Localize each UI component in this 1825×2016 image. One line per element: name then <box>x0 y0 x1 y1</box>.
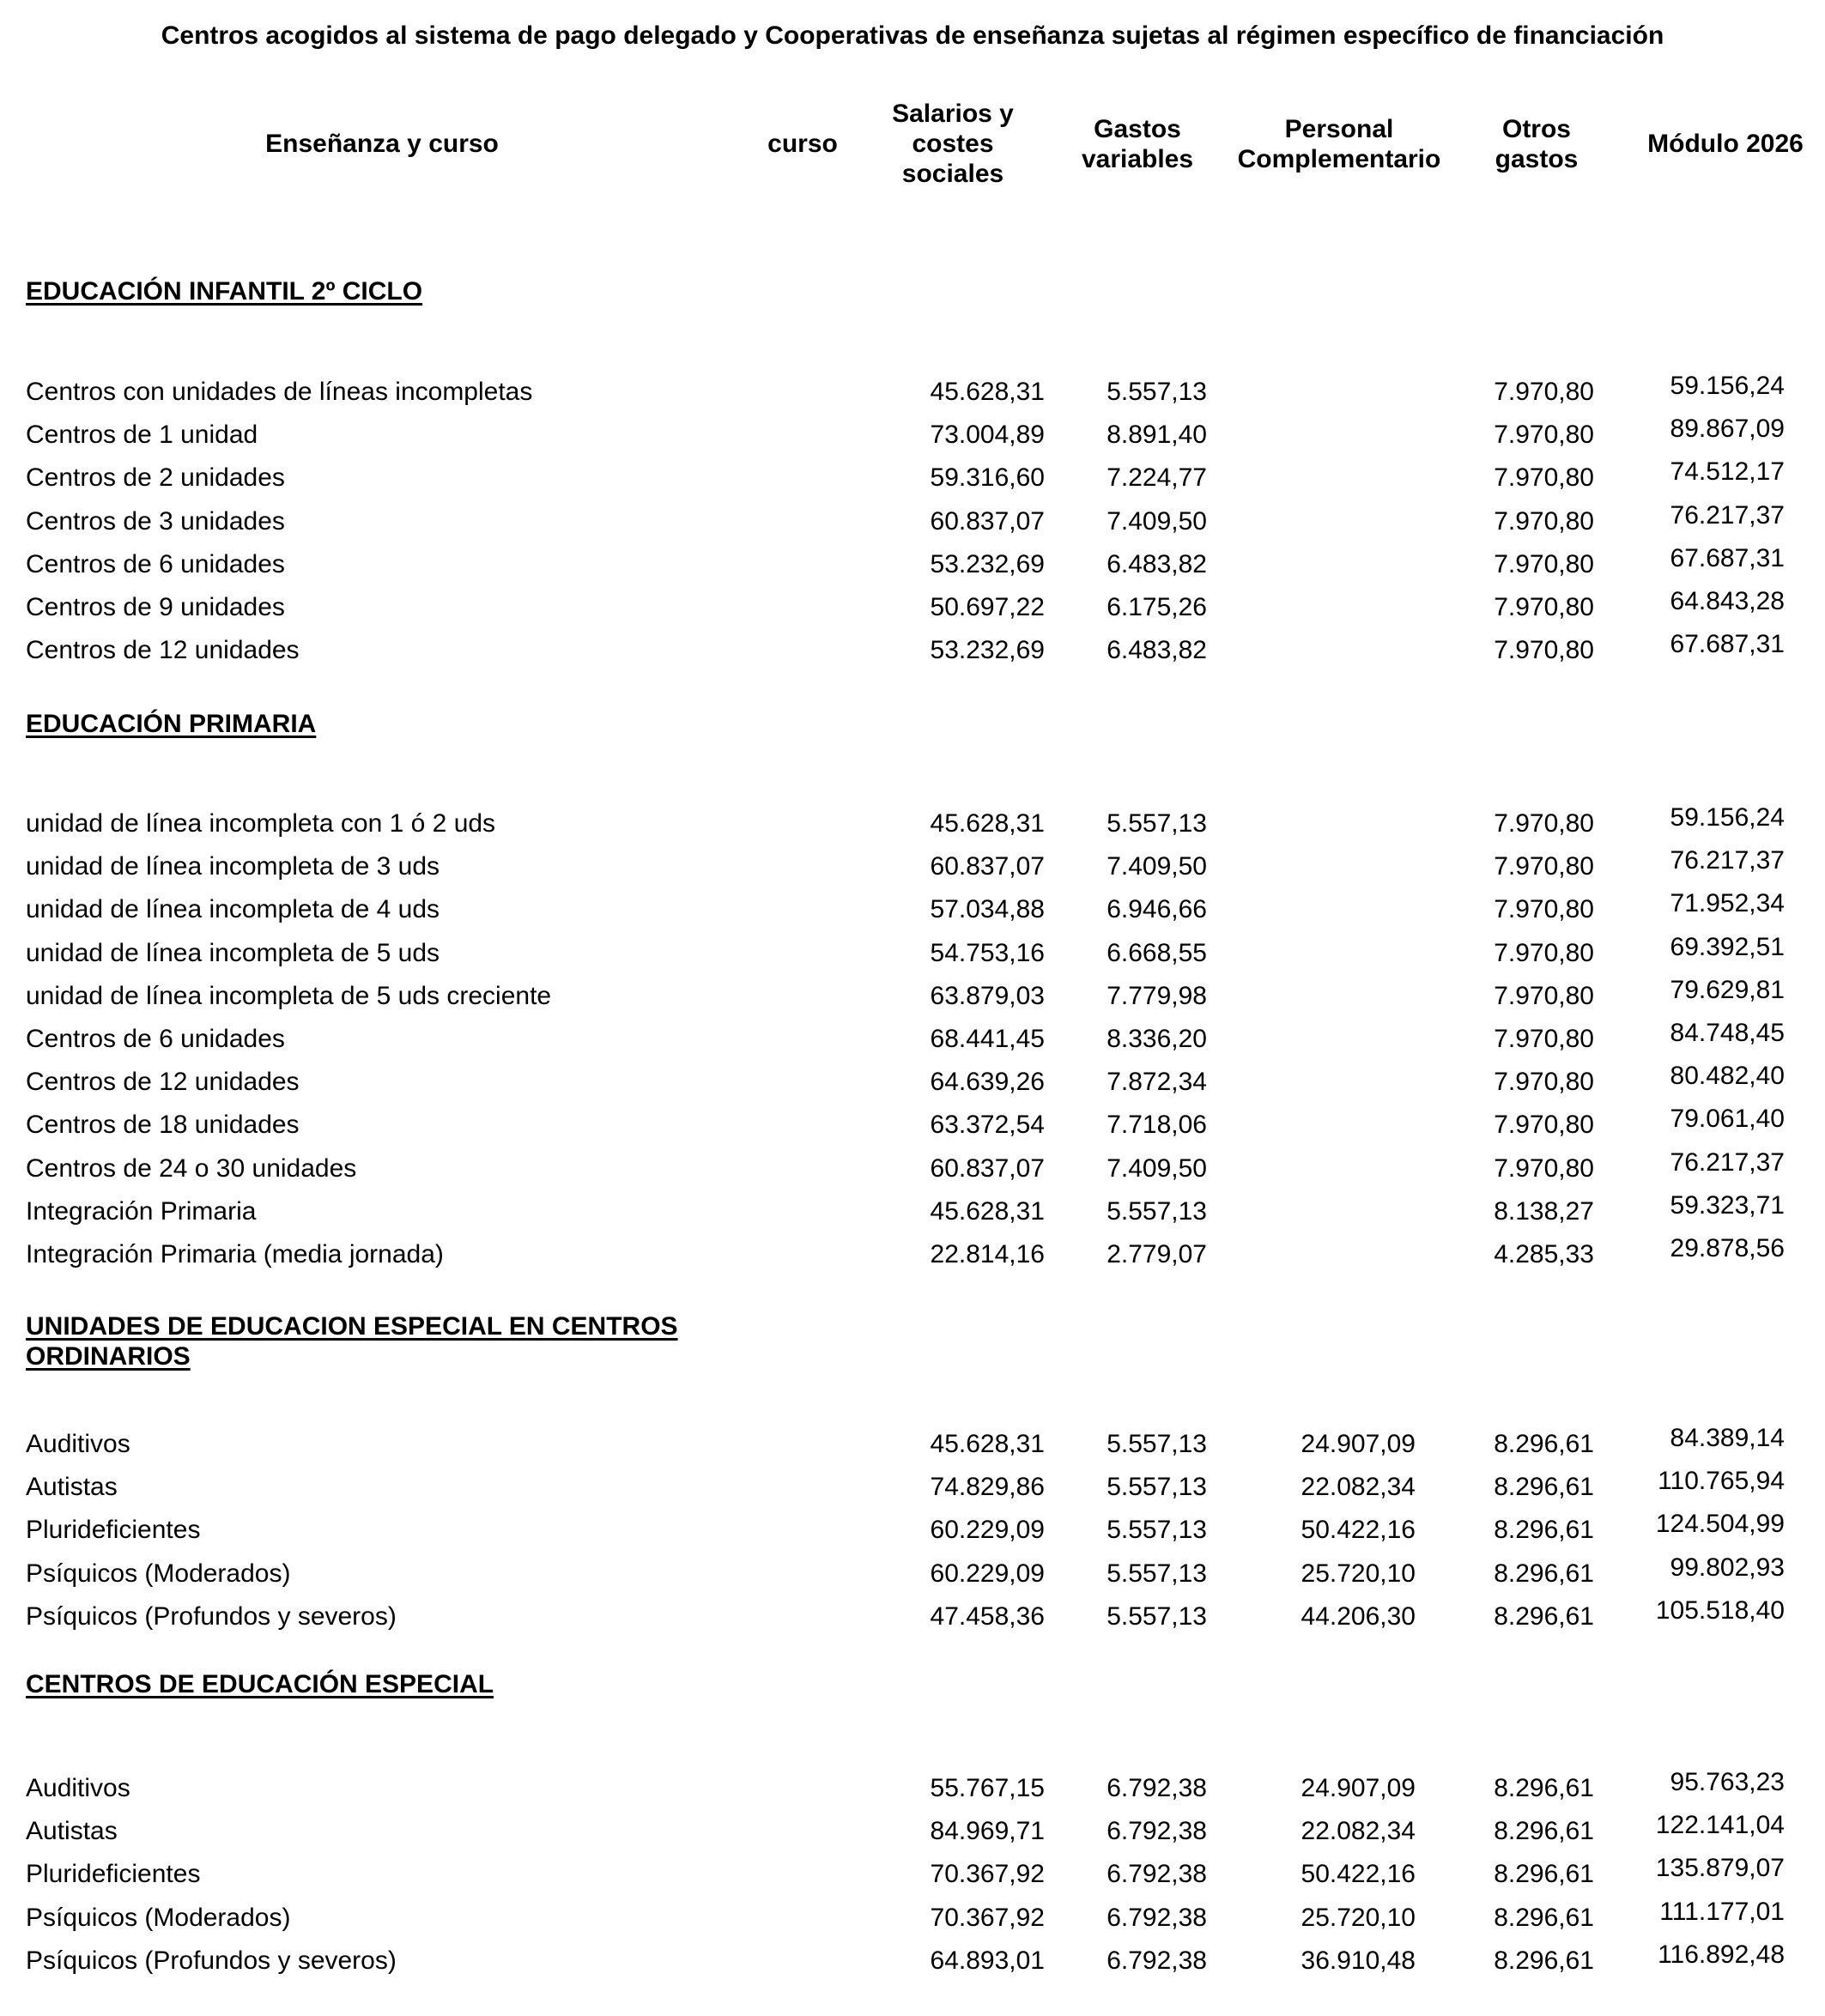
table-row <box>0 888 1825 931</box>
section-title-line: EDUCACIÓN PRIMARIA <box>26 710 317 738</box>
table-row <box>0 975 1825 1018</box>
cell-personal: 24.907,09 <box>1301 1774 1416 1802</box>
row-label: Psíquicos (Profundos y severos) <box>26 1602 397 1631</box>
row-label: unidad de línea incompleta con 1 ó 2 uds <box>26 809 496 838</box>
cell-personal: 24.907,09 <box>1301 1430 1416 1458</box>
cell-otros-gastos: 7.970,80 <box>1494 636 1594 664</box>
table-row <box>0 1595 1825 1638</box>
cell-otros-gastos: 8.296,61 <box>1494 1516 1594 1544</box>
row-label: Centros de 12 unidades <box>26 636 300 664</box>
header-modulo <box>1631 94 1820 193</box>
section-title <box>26 709 712 739</box>
cell-modulo: 79.061,40 <box>1670 1105 1785 1133</box>
cell-otros-gastos: 7.970,80 <box>1494 463 1594 492</box>
cell-salarios: 45.628,31 <box>930 809 1045 838</box>
cell-salarios: 55.767,15 <box>930 1774 1045 1802</box>
row-label: Centros de 1 unidad <box>26 421 258 449</box>
cell-salarios: 64.639,26 <box>930 1068 1045 1096</box>
table-row <box>0 586 1825 629</box>
cell-salarios: 70.367,92 <box>930 1860 1045 1888</box>
row-label: unidad de línea incompleta de 3 uds <box>26 852 440 881</box>
cell-gastos-variables: 7.779,98 <box>1107 982 1207 1010</box>
cell-modulo: 80.482,40 <box>1670 1062 1785 1090</box>
cell-salarios: 50.697,22 <box>930 593 1045 621</box>
cell-otros-gastos: 8.296,61 <box>1494 1430 1594 1458</box>
cell-salarios: 74.829,86 <box>930 1473 1045 1501</box>
cell-modulo: 76.217,37 <box>1670 1148 1785 1177</box>
cell-modulo: 84.748,45 <box>1670 1019 1785 1047</box>
row-label: Autistas <box>26 1473 118 1501</box>
cell-personal: 44.206,30 <box>1301 1602 1416 1631</box>
header-gastos-line: Gastos <box>1094 114 1181 143</box>
page-title: Centros acogidos al sistema de pago delegado y Cooperativas de enseñanza sujetas al régimen específico de financiación <box>161 21 1664 50</box>
table-row <box>0 845 1825 888</box>
cell-modulo: 89.867,09 <box>1670 415 1785 443</box>
cell-gastos-variables: 7.409,50 <box>1107 507 1207 536</box>
cell-otros-gastos: 8.296,61 <box>1494 1904 1594 1932</box>
cell-otros-gastos: 8.296,61 <box>1494 1559 1594 1588</box>
cell-salarios: 64.893,01 <box>930 1946 1045 1975</box>
cell-gastos-variables: 7.409,50 <box>1107 852 1207 881</box>
section-title <box>26 1669 712 1699</box>
cell-gastos-variables: 6.792,38 <box>1107 1860 1207 1888</box>
cell-otros-gastos: 8.296,61 <box>1494 1774 1594 1802</box>
row-label: Centros de 9 unidades <box>26 593 285 621</box>
cell-gastos-variables: 7.872,34 <box>1107 1068 1207 1096</box>
row-label: Centros de 24 o 30 unidades <box>26 1154 357 1183</box>
cell-salarios: 54.753,16 <box>930 939 1045 967</box>
cell-gastos-variables: 5.557,13 <box>1107 1197 1207 1226</box>
header-curso <box>738 94 867 193</box>
cell-gastos-variables: 5.557,13 <box>1107 1430 1207 1458</box>
table-row <box>0 1061 1825 1104</box>
header-personal-line: Personal <box>1284 114 1394 143</box>
cell-modulo: 95.763,23 <box>1670 1768 1785 1796</box>
cell-otros-gastos: 8.296,61 <box>1494 1860 1594 1888</box>
cell-personal: 22.082,34 <box>1301 1473 1416 1501</box>
table-row <box>0 1553 1825 1595</box>
cell-salarios: 60.837,07 <box>930 507 1045 536</box>
row-label: Centros de 18 unidades <box>26 1111 300 1139</box>
header-otros-line: Otros <box>1501 114 1571 143</box>
cell-otros-gastos: 7.970,80 <box>1494 1111 1594 1139</box>
cell-salarios: 53.232,69 <box>930 550 1045 578</box>
cell-otros-gastos: 8.296,61 <box>1494 1473 1594 1501</box>
cell-modulo: 79.629,81 <box>1670 976 1785 1004</box>
table-row <box>0 457 1825 499</box>
row-label: Plurideficientes <box>26 1516 201 1544</box>
cell-modulo: 69.392,51 <box>1670 933 1785 961</box>
cell-modulo: 59.156,24 <box>1670 372 1785 400</box>
cell-salarios: 60.229,09 <box>930 1516 1045 1544</box>
cell-modulo: 122.141,04 <box>1655 1811 1785 1839</box>
row-label: Centros de 12 unidades <box>26 1068 300 1096</box>
header-personal-line: Complementario <box>1237 144 1441 173</box>
cell-salarios: 45.628,31 <box>930 378 1045 406</box>
cell-gastos-variables: 6.175,26 <box>1107 593 1207 621</box>
cell-gastos-variables: 6.483,82 <box>1107 636 1207 664</box>
table-row <box>0 802 1825 845</box>
row-label: Auditivos <box>26 1774 130 1802</box>
cell-otros-gastos: 8.296,61 <box>1494 1817 1594 1845</box>
cell-salarios: 60.837,07 <box>930 852 1045 881</box>
cell-salarios: 60.837,07 <box>930 1154 1045 1183</box>
cell-modulo: 135.879,07 <box>1655 1854 1785 1882</box>
row-label: Psíquicos (Profundos y severos) <box>26 1946 397 1975</box>
row-label: unidad de línea incompleta de 5 uds <box>26 939 440 967</box>
cell-salarios: 84.969,71 <box>930 1817 1045 1845</box>
cell-gastos-variables: 2.779,07 <box>1107 1240 1207 1268</box>
cell-modulo: 74.512,17 <box>1670 457 1785 486</box>
cell-otros-gastos: 8.296,61 <box>1494 1946 1594 1975</box>
header-salarios-line: costes <box>912 130 994 158</box>
cell-gastos-variables: 6.792,38 <box>1107 1817 1207 1845</box>
header-otros <box>1459 94 1614 193</box>
row-label: Psíquicos (Moderados) <box>26 1559 291 1588</box>
cell-otros-gastos: 4.285,33 <box>1494 1240 1594 1268</box>
cell-modulo: 67.687,31 <box>1670 544 1785 572</box>
row-label: Auditivos <box>26 1430 130 1458</box>
cell-salarios: 47.458,36 <box>930 1602 1045 1631</box>
cell-gastos-variables: 5.557,13 <box>1107 1473 1207 1501</box>
cell-otros-gastos: 7.970,80 <box>1494 378 1594 406</box>
header-ensenanza <box>197 94 567 193</box>
cell-gastos-variables: 5.557,13 <box>1107 1559 1207 1588</box>
cell-otros-gastos: 7.970,80 <box>1494 1025 1594 1053</box>
table-row <box>0 500 1825 543</box>
cell-salarios: 63.372,54 <box>930 1111 1045 1139</box>
cell-gastos-variables: 6.668,55 <box>1107 939 1207 967</box>
cell-personal: 50.422,16 <box>1301 1860 1416 1888</box>
row-label: Psíquicos (Moderados) <box>26 1904 291 1932</box>
cell-modulo: 67.687,31 <box>1670 630 1785 658</box>
table-row <box>0 1018 1825 1061</box>
header-personal <box>1219 94 1459 193</box>
cell-salarios: 53.232,69 <box>930 636 1045 664</box>
cell-modulo: 99.802,93 <box>1670 1553 1785 1582</box>
row-label: Centros de 3 unidades <box>26 507 285 536</box>
cell-modulo: 105.518,40 <box>1655 1596 1785 1625</box>
cell-gastos-variables: 6.792,38 <box>1107 1904 1207 1932</box>
cell-otros-gastos: 7.970,80 <box>1494 809 1594 838</box>
cell-gastos-variables: 5.557,13 <box>1107 1602 1207 1631</box>
row-label: Centros con unidades de líneas incompletas <box>26 378 533 406</box>
table-row <box>0 1810 1825 1853</box>
header-gastos-line: variables <box>1081 144 1194 173</box>
table-row <box>0 932 1825 975</box>
cell-otros-gastos: 7.970,80 <box>1494 895 1594 923</box>
table-row <box>0 1466 1825 1509</box>
cell-gastos-variables: 6.483,82 <box>1107 550 1207 578</box>
cell-modulo: 59.156,24 <box>1670 803 1785 832</box>
cell-salarios: 73.004,89 <box>930 421 1045 449</box>
cell-gastos-variables: 6.792,38 <box>1107 1774 1207 1802</box>
table-row <box>0 1233 1825 1276</box>
section-title <box>26 276 712 306</box>
row-label: Autistas <box>26 1817 118 1845</box>
section-title-line: CENTROS DE EDUCACIÓN ESPECIAL <box>26 1670 494 1698</box>
cell-gastos-variables: 5.557,13 <box>1107 1516 1207 1544</box>
cell-personal: 36.910,48 <box>1301 1946 1416 1975</box>
cell-otros-gastos: 7.970,80 <box>1494 982 1594 1010</box>
header-ensenanza-label: Enseñanza y curso <box>265 130 499 158</box>
section-title <box>26 1311 712 1371</box>
cell-gastos-variables: 7.224,77 <box>1107 463 1207 492</box>
table-row <box>0 1190 1825 1233</box>
cell-otros-gastos: 7.970,80 <box>1494 507 1594 536</box>
table-row <box>0 1147 1825 1190</box>
table-row <box>0 371 1825 414</box>
header-salarios-line: Salarios y <box>892 100 1014 128</box>
table-row <box>0 1853 1825 1896</box>
cell-salarios: 68.441,45 <box>930 1025 1045 1053</box>
header-otros-line: gastos <box>1495 144 1579 173</box>
cell-otros-gastos: 7.970,80 <box>1494 852 1594 881</box>
row-label: Plurideficientes <box>26 1860 201 1888</box>
cell-salarios: 63.879,03 <box>930 982 1045 1010</box>
cell-otros-gastos: 7.970,80 <box>1494 550 1594 578</box>
cell-modulo: 71.952,34 <box>1670 889 1785 917</box>
cell-gastos-variables: 7.718,06 <box>1107 1111 1207 1139</box>
cell-modulo: 29.878,56 <box>1670 1234 1785 1262</box>
cell-otros-gastos: 7.970,80 <box>1494 421 1594 449</box>
cell-salarios: 22.814,16 <box>930 1240 1045 1268</box>
header-modulo-label: Módulo 2026 <box>1647 130 1804 158</box>
table-row <box>0 1767 1825 1810</box>
cell-otros-gastos: 7.970,80 <box>1494 1154 1594 1183</box>
cell-modulo: 84.389,14 <box>1670 1424 1785 1452</box>
cell-personal: 25.720,10 <box>1301 1904 1416 1932</box>
row-label: unidad de línea incompleta de 4 uds <box>26 895 440 923</box>
row-label: Integración Primaria <box>26 1197 257 1226</box>
cell-salarios: 45.628,31 <box>930 1197 1045 1226</box>
cell-salarios: 70.367,92 <box>930 1904 1045 1932</box>
table-row <box>0 1423 1825 1466</box>
row-label: unidad de línea incompleta de 5 uds creciente <box>26 982 552 1010</box>
section-title-line: ORDINARIOS <box>26 1342 191 1371</box>
cell-personal: 25.720,10 <box>1301 1559 1416 1588</box>
cell-otros-gastos: 7.970,80 <box>1494 1068 1594 1096</box>
cell-salarios: 59.316,60 <box>930 463 1045 492</box>
cell-gastos-variables: 6.792,38 <box>1107 1946 1207 1975</box>
section-title-line: UNIDADES DE EDUCACION ESPECIAL EN CENTROS <box>26 1312 678 1341</box>
cell-gastos-variables: 8.336,20 <box>1107 1025 1207 1053</box>
header-salarios <box>867 94 1039 193</box>
table-row <box>0 1509 1825 1552</box>
table-row <box>0 1940 1825 1983</box>
row-label: Integración Primaria (media jornada) <box>26 1240 444 1268</box>
cell-salarios: 60.229,09 <box>930 1559 1045 1588</box>
row-label: Centros de 6 unidades <box>26 550 285 578</box>
cell-modulo: 76.217,37 <box>1670 846 1785 875</box>
cell-otros-gastos: 8.138,27 <box>1494 1197 1594 1226</box>
cell-personal: 50.422,16 <box>1301 1516 1416 1544</box>
cell-gastos-variables: 7.409,50 <box>1107 1154 1207 1183</box>
cell-modulo: 124.504,99 <box>1655 1510 1785 1538</box>
cell-modulo: 111.177,01 <box>1659 1898 1785 1926</box>
cell-modulo: 59.323,71 <box>1670 1191 1785 1220</box>
row-label: Centros de 2 unidades <box>26 463 285 492</box>
cell-gastos-variables: 8.891,40 <box>1107 421 1207 449</box>
table-row <box>0 414 1825 457</box>
header-gastos-variables <box>1056 94 1219 193</box>
cell-gastos-variables: 6.946,66 <box>1107 895 1207 923</box>
cell-otros-gastos: 7.970,80 <box>1494 939 1594 967</box>
cell-gastos-variables: 5.557,13 <box>1107 378 1207 406</box>
cell-salarios: 45.628,31 <box>930 1430 1045 1458</box>
cell-modulo: 76.217,37 <box>1670 501 1785 530</box>
table-row <box>0 543 1825 586</box>
cell-otros-gastos: 7.970,80 <box>1494 593 1594 621</box>
cell-otros-gastos: 8.296,61 <box>1494 1602 1594 1631</box>
header-curso-label: curso <box>767 130 838 158</box>
section-title-line: EDUCACIÓN INFANTIL 2º CICLO <box>26 277 423 306</box>
table-row <box>0 629 1825 672</box>
row-label: Centros de 6 unidades <box>26 1025 285 1053</box>
table-row <box>0 1897 1825 1940</box>
cell-modulo: 110.765,94 <box>1658 1467 1785 1495</box>
cell-salarios: 57.034,88 <box>930 895 1045 923</box>
cell-modulo: 64.843,28 <box>1670 587 1785 615</box>
cell-personal: 22.082,34 <box>1301 1817 1416 1845</box>
header-salarios-line: sociales <box>901 160 1004 188</box>
cell-modulo: 116.892,48 <box>1658 1940 1785 1969</box>
table-row <box>0 1104 1825 1147</box>
cell-gastos-variables: 5.557,13 <box>1107 809 1207 838</box>
